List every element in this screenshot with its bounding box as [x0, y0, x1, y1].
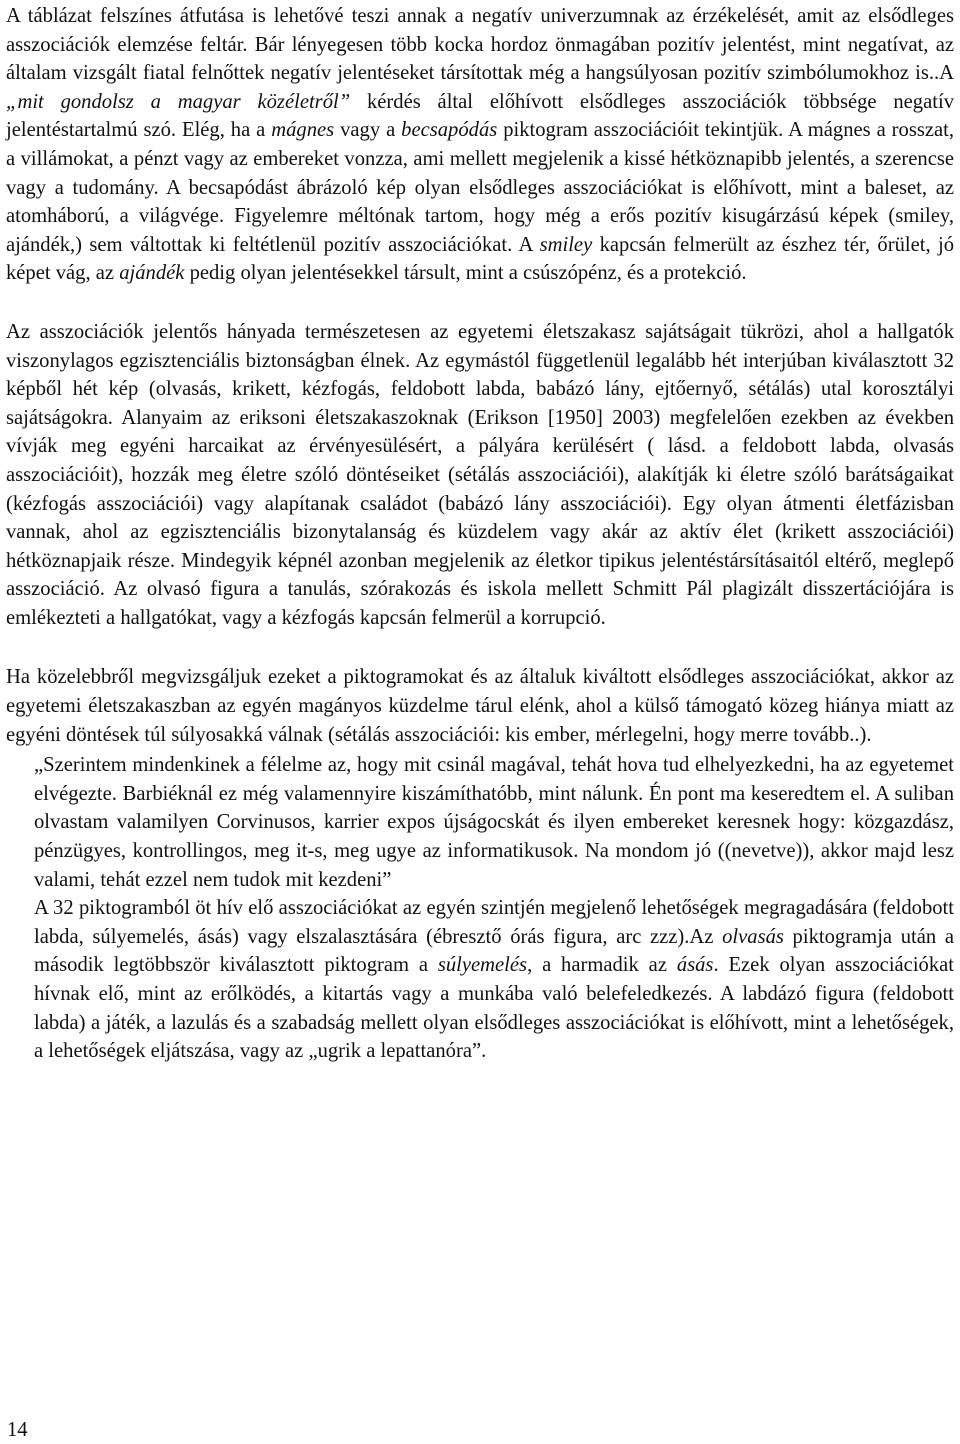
term-asas: ásás	[676, 954, 714, 977]
paragraph-closer-look: Ha közelebbről megvizsgáljuk ezeket a piktogramokat és az általuk kiváltott elsődleges asszociációkat, akkor az egyetemi életszakaszban az egyén magányos küzdelme tárul elénk, ahol a külső támogató közeg hiánya miatt az egyéni döntések túl súlyosakká válnak (sétálás asszociációi: kis ember, mérlegelni, hogy merre tovább..).	[6, 666, 954, 746]
term-olvasas: olvasás	[722, 925, 784, 948]
question-quote: „mit gondolsz a magyar közéletről”	[6, 90, 351, 113]
interview-quote: „Szerintem mindenkinek a félelme az, hogy mit csinál magával, tehát hova tud elhelyezkedni, ha az egyetemet elvégezte. Barbiéknál ez még valamennyire kiszámíthatóbb, mint nálunk. Én pont ma keseredtem el. A suliban olvastam valamilyen Corvinusos, karrier expos újságocskát és ilyen embereket keresnek hogy: közgazdász, pénzügyes, kontrollingos, meg it-s, meg ugye az informatikusok. Na mondom jó ((nevetve)), akkor majd lesz valami, tehát ezzel nem tudok mit kezdeni”	[34, 754, 954, 891]
paragraph-negative-universe: A táblázat felszínes átfutása is lehetővé teszi annak a negatív univerzumnak az érzékelését, amit az elsődleges asszociációk elemzése feltár. Bár lényegesen több kocka hordoz önmagában pozitív jelentést, mint negatívat, az általam vizsgált fiatal felnőttek negatív jelentéseket társítottak még a hangsúlyosan pozitív szimbólumokhoz is..A „mit gondolsz a magyar közéletről” kérdés által előhívott elsődleges asszociációk többsége negatív jelentéstartalmú szó. Elég, ha a mágnes vagy a becsapódás piktogram asszociációit tekintjük. A mágnes a rosszat, a villámokat, a pénzt vagy az embereket vonzza, ami mellett megjelenik a kissé hétköznapibb jelentés, a szerencse vagy a tudomány. A becsapódást ábrázoló kép olyan elsődleges asszociációkat is előhívott, mint a baleset, az atomháború, a világvége. Figyelemre méltónak tartom, hogy még a erős pozitív kisugárzású képek (smiley, ajándék,) sem váltottak ki feltétlenül pozitív asszociációkat. A smiley kapcsán felmerült az észhez tér, őrület, jó képet vág, az ajándék pedig olyan jelentésekkel társult, mint a csúszópénz, és a protekció.	[6, 5, 955, 285]
page-number: 14	[7, 1419, 28, 1441]
indented-quote-block: „Szerintem mindenkinek a félelme az, hogy mit csinál magával, tehát hova tud elhelyezkedni, ha az egyetemet elvégezte. Barbiéknál ez még valamennyire kiszámíthatóbb, mint nálunk. Én pont ma keseredtem el. A suliban olvastam valamilyen Corvinusos, karrier expos újságocskát és ilyen embereket keresnek hogy: közgazdász, pénzügyes, kontrollingos, meg it-s, meg ugye az informatikusok. Na mondom jó ((nevetve)), akkor majd lesz valami, tehát ezzel nem tudok mit kezdeni” A 32 piktogramból öt hív elő asszociációkat az egyén szintjén megjelenő lehetőségek megragadására (feldobott labda, súlyemelés, ásás) vagy elszalasztására (ébresztő órás figura, arc zzz).Az olvasás piktogramja után a második legtöbbször kiválasztott piktogram a súlyemelés, a harmadik az ásás. Ezek olyan asszociációkat hívnak elő, mint az erőlködés, a kitartás vagy a munkába való belefeledkezés. A labdázó figura (feldobott labda) a játék, a lazulás és a szabadság mellett olyan elsődleges asszociációkat is előhívott, mint a lehetőségek, a lehetőségek eljátszása, vagy az „ugrik a lepattanóra”.	[34, 754, 954, 1063]
term-becsapodas: becsapódás	[401, 119, 498, 142]
term-smiley: smiley	[539, 233, 593, 256]
paragraph-university-life: Az asszociációk jelentős hányada természetesen az egyetemi életszakasz sajátságait tükrözi, ahol a hallgatók viszonylagos egzisztenciális biztonságban élnek. Az egymástól függetlenül legalább hét interjúban kiválasztott 32 képből hét kép (olvasás, krikett, kézfogás, feldobott labda, babázó lány, ejtőernyő, sétálás) utal korosztályi sajátságokra. Alanyaim az eriksoni életszakaszoknak (Erikson [1950] 2003) megfelelően ezekben az években vívják meg egyéni harcaikat az érvényesülésért, a pályára kerülésért ( lásd. a feldobott labda, olvasás asszociációit), hozzák meg életre szóló döntéseiket (sétálás asszociációi), alakítják ki életre szóló barátságaikat (kézfogás asszociációi) vagy alapítanak családot (babázó lány asszociációi). Egy olyan átmenti életfázisban vannak, ahol az egzisztenciális bizonytalanság és küzdelem vagy akár az aktív élet (krikett asszociációi) hétköznapjaik része. Mindegyik képnél azonban megjelenik az életkor tipikus jelentéstársításaitól eltérő, meglepő asszociáció. Az olvasó figura a tanulás, szórakozás és iskola mellett Schmitt Pál plagizált disszertációjára is emlékezteti a hallgatókat, vagy a kézfogás kapcsán felmerül a korrupció.	[6, 320, 954, 629]
term-magnes: mágnes	[271, 119, 335, 142]
term-ajandek: ajándék	[119, 262, 185, 285]
term-sulyemeles: súlyemelés	[437, 954, 528, 977]
